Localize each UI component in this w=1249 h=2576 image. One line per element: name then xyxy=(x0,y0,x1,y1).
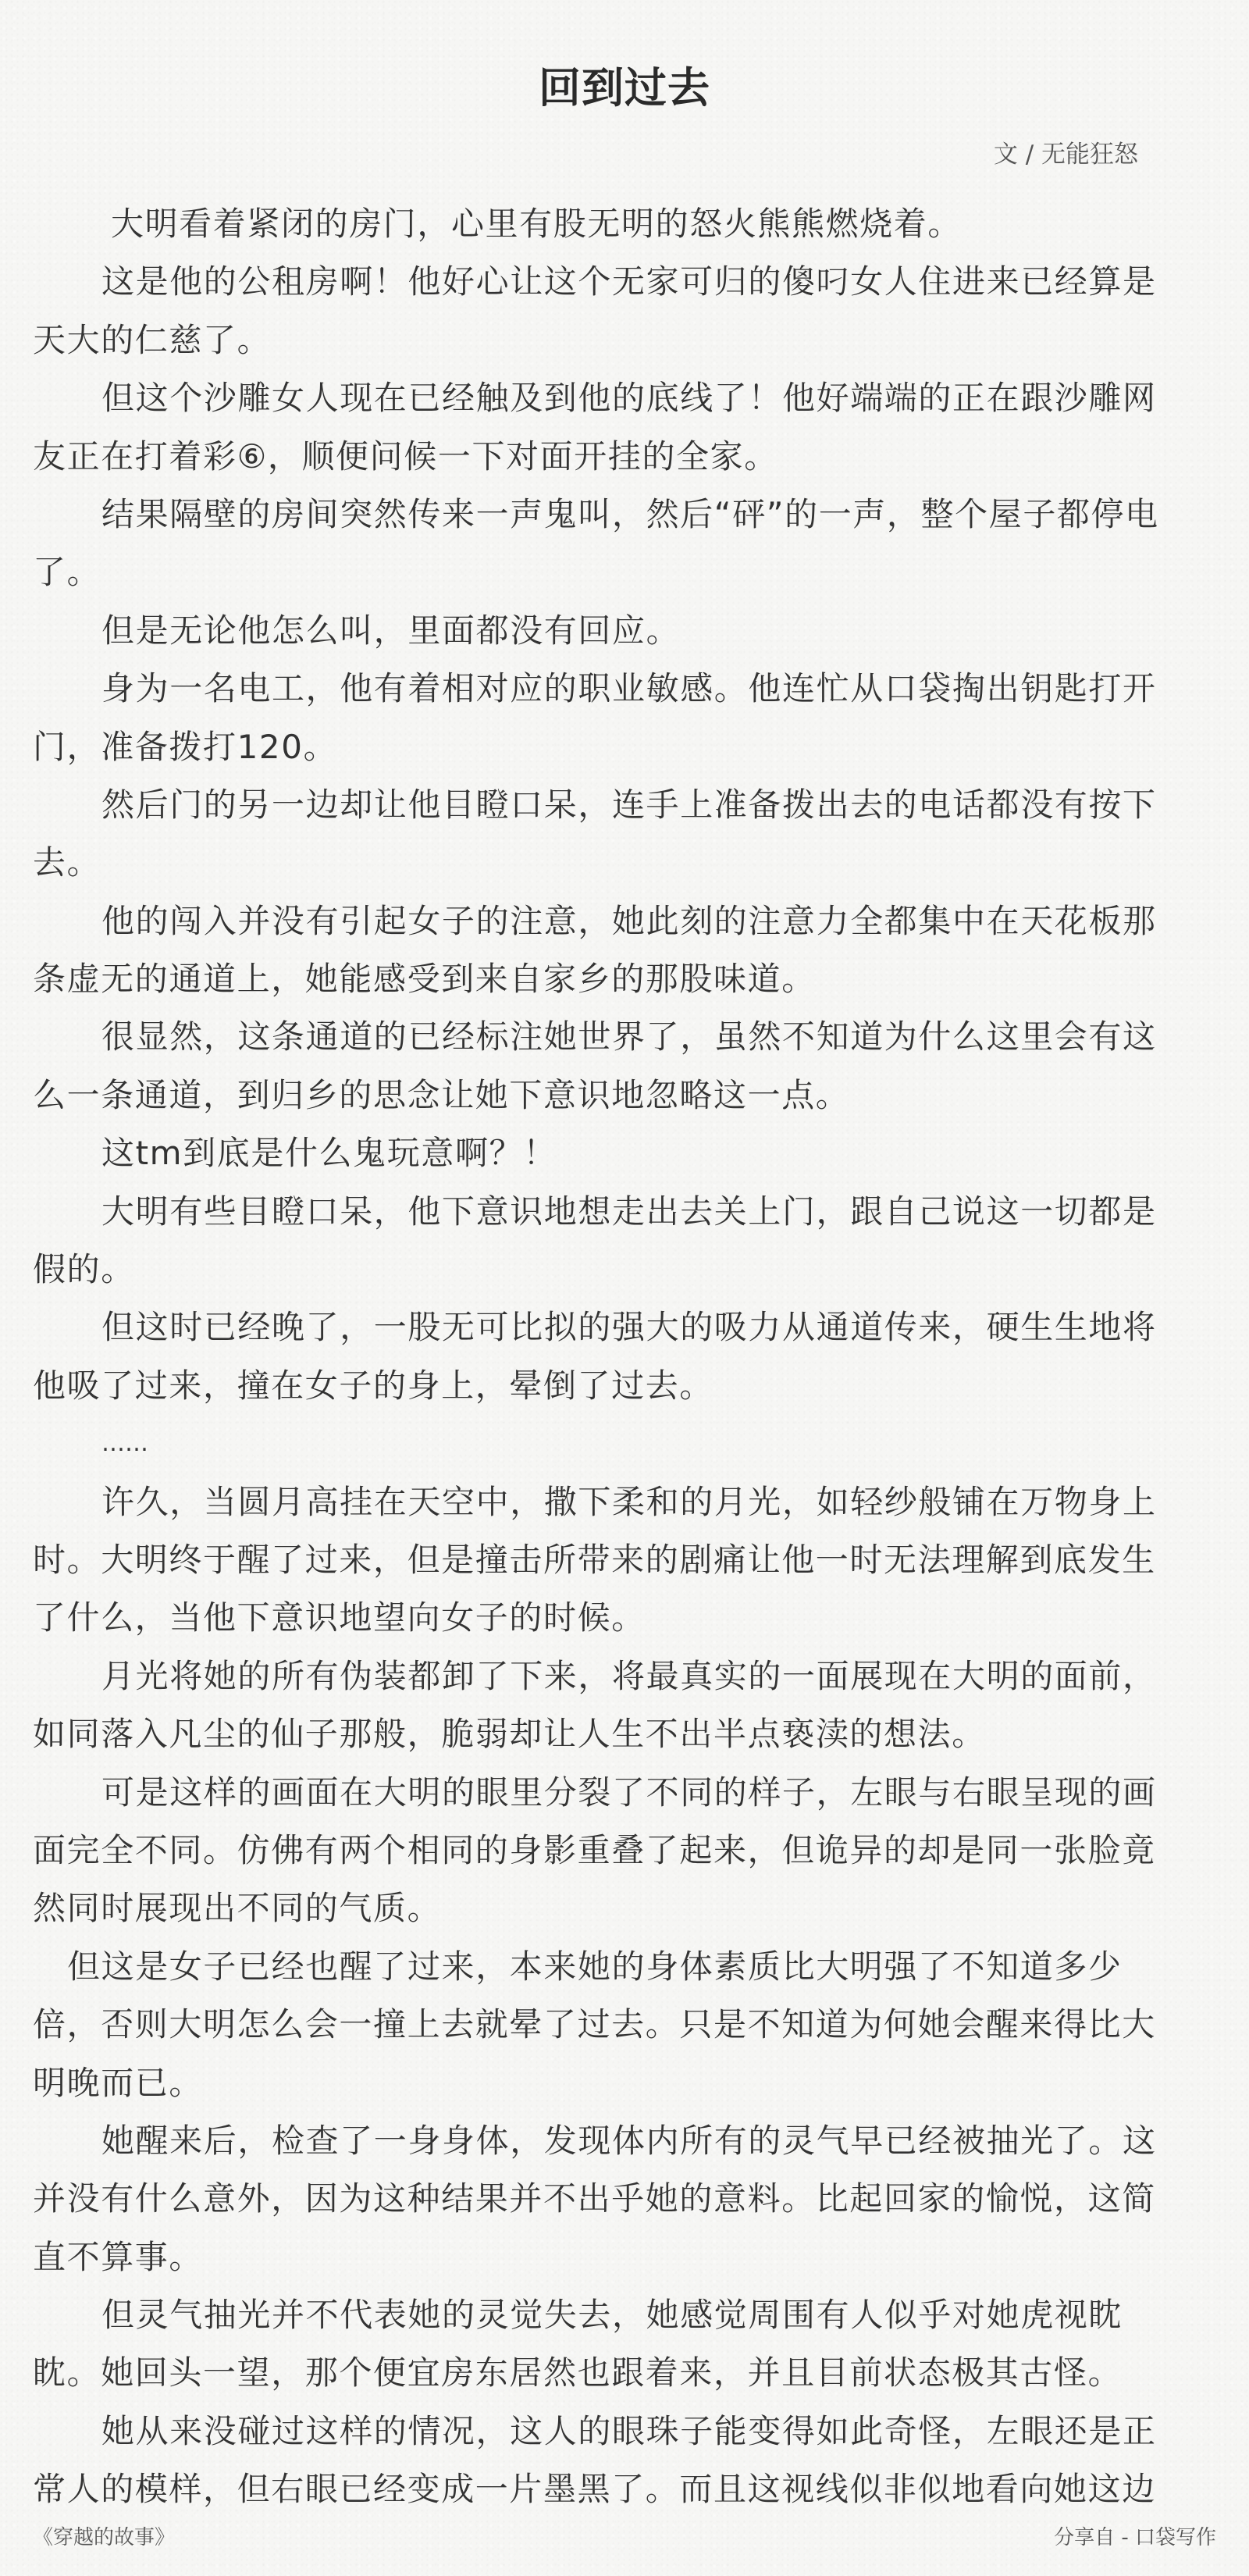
text-line: 然后门的另一边却让他目瞪口呆，连手上准备拨出去的电话都没有按下 xyxy=(101,785,1157,824)
text-line: 月光将她的所有伪装都卸了下来，将最真实的一面展现在大明的面前， xyxy=(101,1656,1157,1695)
paragraph xyxy=(33,253,1204,369)
text-line: …… xyxy=(101,1430,148,1458)
paragraph xyxy=(33,776,1204,893)
text-line: 明晚而已。 xyxy=(33,2063,204,2102)
paragraph xyxy=(33,369,1204,486)
paragraph xyxy=(33,1124,1204,1182)
text-line: 如同落入凡尘的仙子那般，脆弱却让人生不出半点亵渎的想法。 xyxy=(33,1715,986,1754)
text-line: 友正在打着彩⑥，顺便问候一下对面开挂的全家。 xyxy=(33,436,778,476)
author-byline: 文 / 无能狂怒 xyxy=(993,141,1138,169)
text-line: 倍，否则大明怎么会一撞上去就晕了过去。只是不知道为何她会醒来得比大 xyxy=(33,2005,1156,2044)
text-line: 么一条通道，到归乡的思念让她下意识地忽略这一点。 xyxy=(33,1075,850,1114)
text-line: 大明有些目瞪口呆，他下意识地想走出去关上门，跟自己说这一切都是 xyxy=(101,1192,1157,1231)
text-line: 大明看着紧闭的房门，心里有股无明的怒火熊熊燃烧着。 xyxy=(111,205,963,243)
text-line: 他的闯入并没有引起女子的注意，她此刻的注意力全都集中在天花板那 xyxy=(101,901,1157,940)
paragraph xyxy=(33,1938,1204,2112)
paragraph xyxy=(33,486,1204,602)
page-footer xyxy=(0,2522,1249,2553)
text-line: 这tm到底是什么鬼玩意啊？！ xyxy=(101,1134,557,1173)
text-line: 可是这样的画面在大明的眼里分裂了不同的样子，左眼与右眼呈现的画 xyxy=(101,1773,1157,1812)
paragraph xyxy=(33,195,1204,253)
share-source-label: 分享自 - 口袋写作 xyxy=(1054,2526,1216,2549)
article-title: 回到过去 xyxy=(539,63,710,112)
text-line: 但灵气抽光并不代表她的灵觉失去，她感觉周围有人似乎对她虎视眈 xyxy=(101,2296,1123,2335)
paragraph xyxy=(33,2403,1204,2519)
paragraph xyxy=(33,1008,1204,1124)
paragraph xyxy=(33,602,1204,660)
paragraph xyxy=(33,1648,1204,1764)
text-line: 门，准备拨打120。 xyxy=(33,727,338,766)
text-line: 面完全不同。仿佛有两个相同的身影重叠了起来，但诡异的却是同一张脸竟 xyxy=(33,1830,1156,1869)
text-line: 他吸了过来，撞在女子的身上，晕倒了过去。 xyxy=(33,1366,714,1405)
text-line: 这是他的公租房啊！他好心让这个无家可归的傻叼女人住进来已经算是 xyxy=(101,262,1157,301)
text-line: 但这个沙雕女人现在已经触及到他的底线了！他好端端的正在跟沙雕网 xyxy=(101,379,1157,418)
paragraph xyxy=(33,2112,1204,2286)
article-body xyxy=(33,195,1204,2519)
text-line: 条虚无的通道上，她能感受到来自家乡的那股味道。 xyxy=(33,960,816,999)
paragraph xyxy=(33,893,1204,1009)
text-line: 但是无论他怎么叫，里面都没有回应。 xyxy=(101,611,681,650)
text-line: 了什么，当他下意识地望向女子的时候。 xyxy=(33,1598,646,1637)
paragraph xyxy=(33,2286,1204,2403)
text-line: 但这时已经晚了，一股无可比拟的强大的吸力从通道传来，硬生生地将 xyxy=(101,1308,1157,1347)
paragraph xyxy=(33,1764,1204,1938)
text-line: 时。大明终于醒了过来，但是撞击所带来的剧痛让他一时无法理解到底发生 xyxy=(33,1540,1156,1579)
text-line: 直不算事。 xyxy=(33,2237,204,2276)
paragraph xyxy=(33,1299,1204,1415)
text-line: 天大的仁慈了。 xyxy=(33,320,272,359)
text-line: 了。 xyxy=(33,553,101,592)
text-line: 并没有什么意外，因为这种结果并不出乎她的意料。比起回家的愉悦，这简 xyxy=(33,2179,1156,2218)
text-line: 她从来没碰过这样的情况，这人的眼珠子能变得如此奇怪，左眼还是正 xyxy=(101,2411,1157,2450)
book-title-label: 《穿越的故事》 xyxy=(33,2526,176,2549)
text-line: 但这是女子已经也醒了过来，本来她的身体素质比大明强了不知道多少 xyxy=(67,1947,1123,1986)
paragraph xyxy=(33,660,1204,776)
paragraph xyxy=(33,1183,1204,1299)
text-line: 然同时展现出不同的气质。 xyxy=(33,1889,442,1928)
text-line: 假的。 xyxy=(33,1250,135,1289)
scene-break xyxy=(33,1415,1204,1473)
text-line: 她醒来后，检查了一身身体，发现体内所有的灵气早已经被抽光了。这 xyxy=(101,2121,1157,2160)
text-line: 常人的模样，但右眼已经变成一片墨黑了。而且这视线似非似地看向她这边 xyxy=(33,2470,1156,2509)
text-line: 许久，当圆月高挂在天空中，撒下柔和的月光，如轻纱般铺在万物身上 xyxy=(101,1482,1157,1521)
text-line: 身为一名电工，他有着相对应的职业敏感。他连忙从口袋掏出钥匙打开 xyxy=(101,669,1157,708)
text-line: 眈。她回头一望，那个便宜房东居然也跟着来，并且目前状态极其古怪。 xyxy=(33,2353,1123,2393)
paragraph xyxy=(33,1473,1204,1648)
text-line: 很显然，这条通道的已经标注她世界了，虽然不知道为什么这里会有这 xyxy=(101,1017,1157,1056)
text-line: 结果隔壁的房间突然传来一声鬼叫，然后“砰”的一声，整个屋子都停电 xyxy=(101,494,1159,533)
text-line: 去。 xyxy=(33,843,101,882)
